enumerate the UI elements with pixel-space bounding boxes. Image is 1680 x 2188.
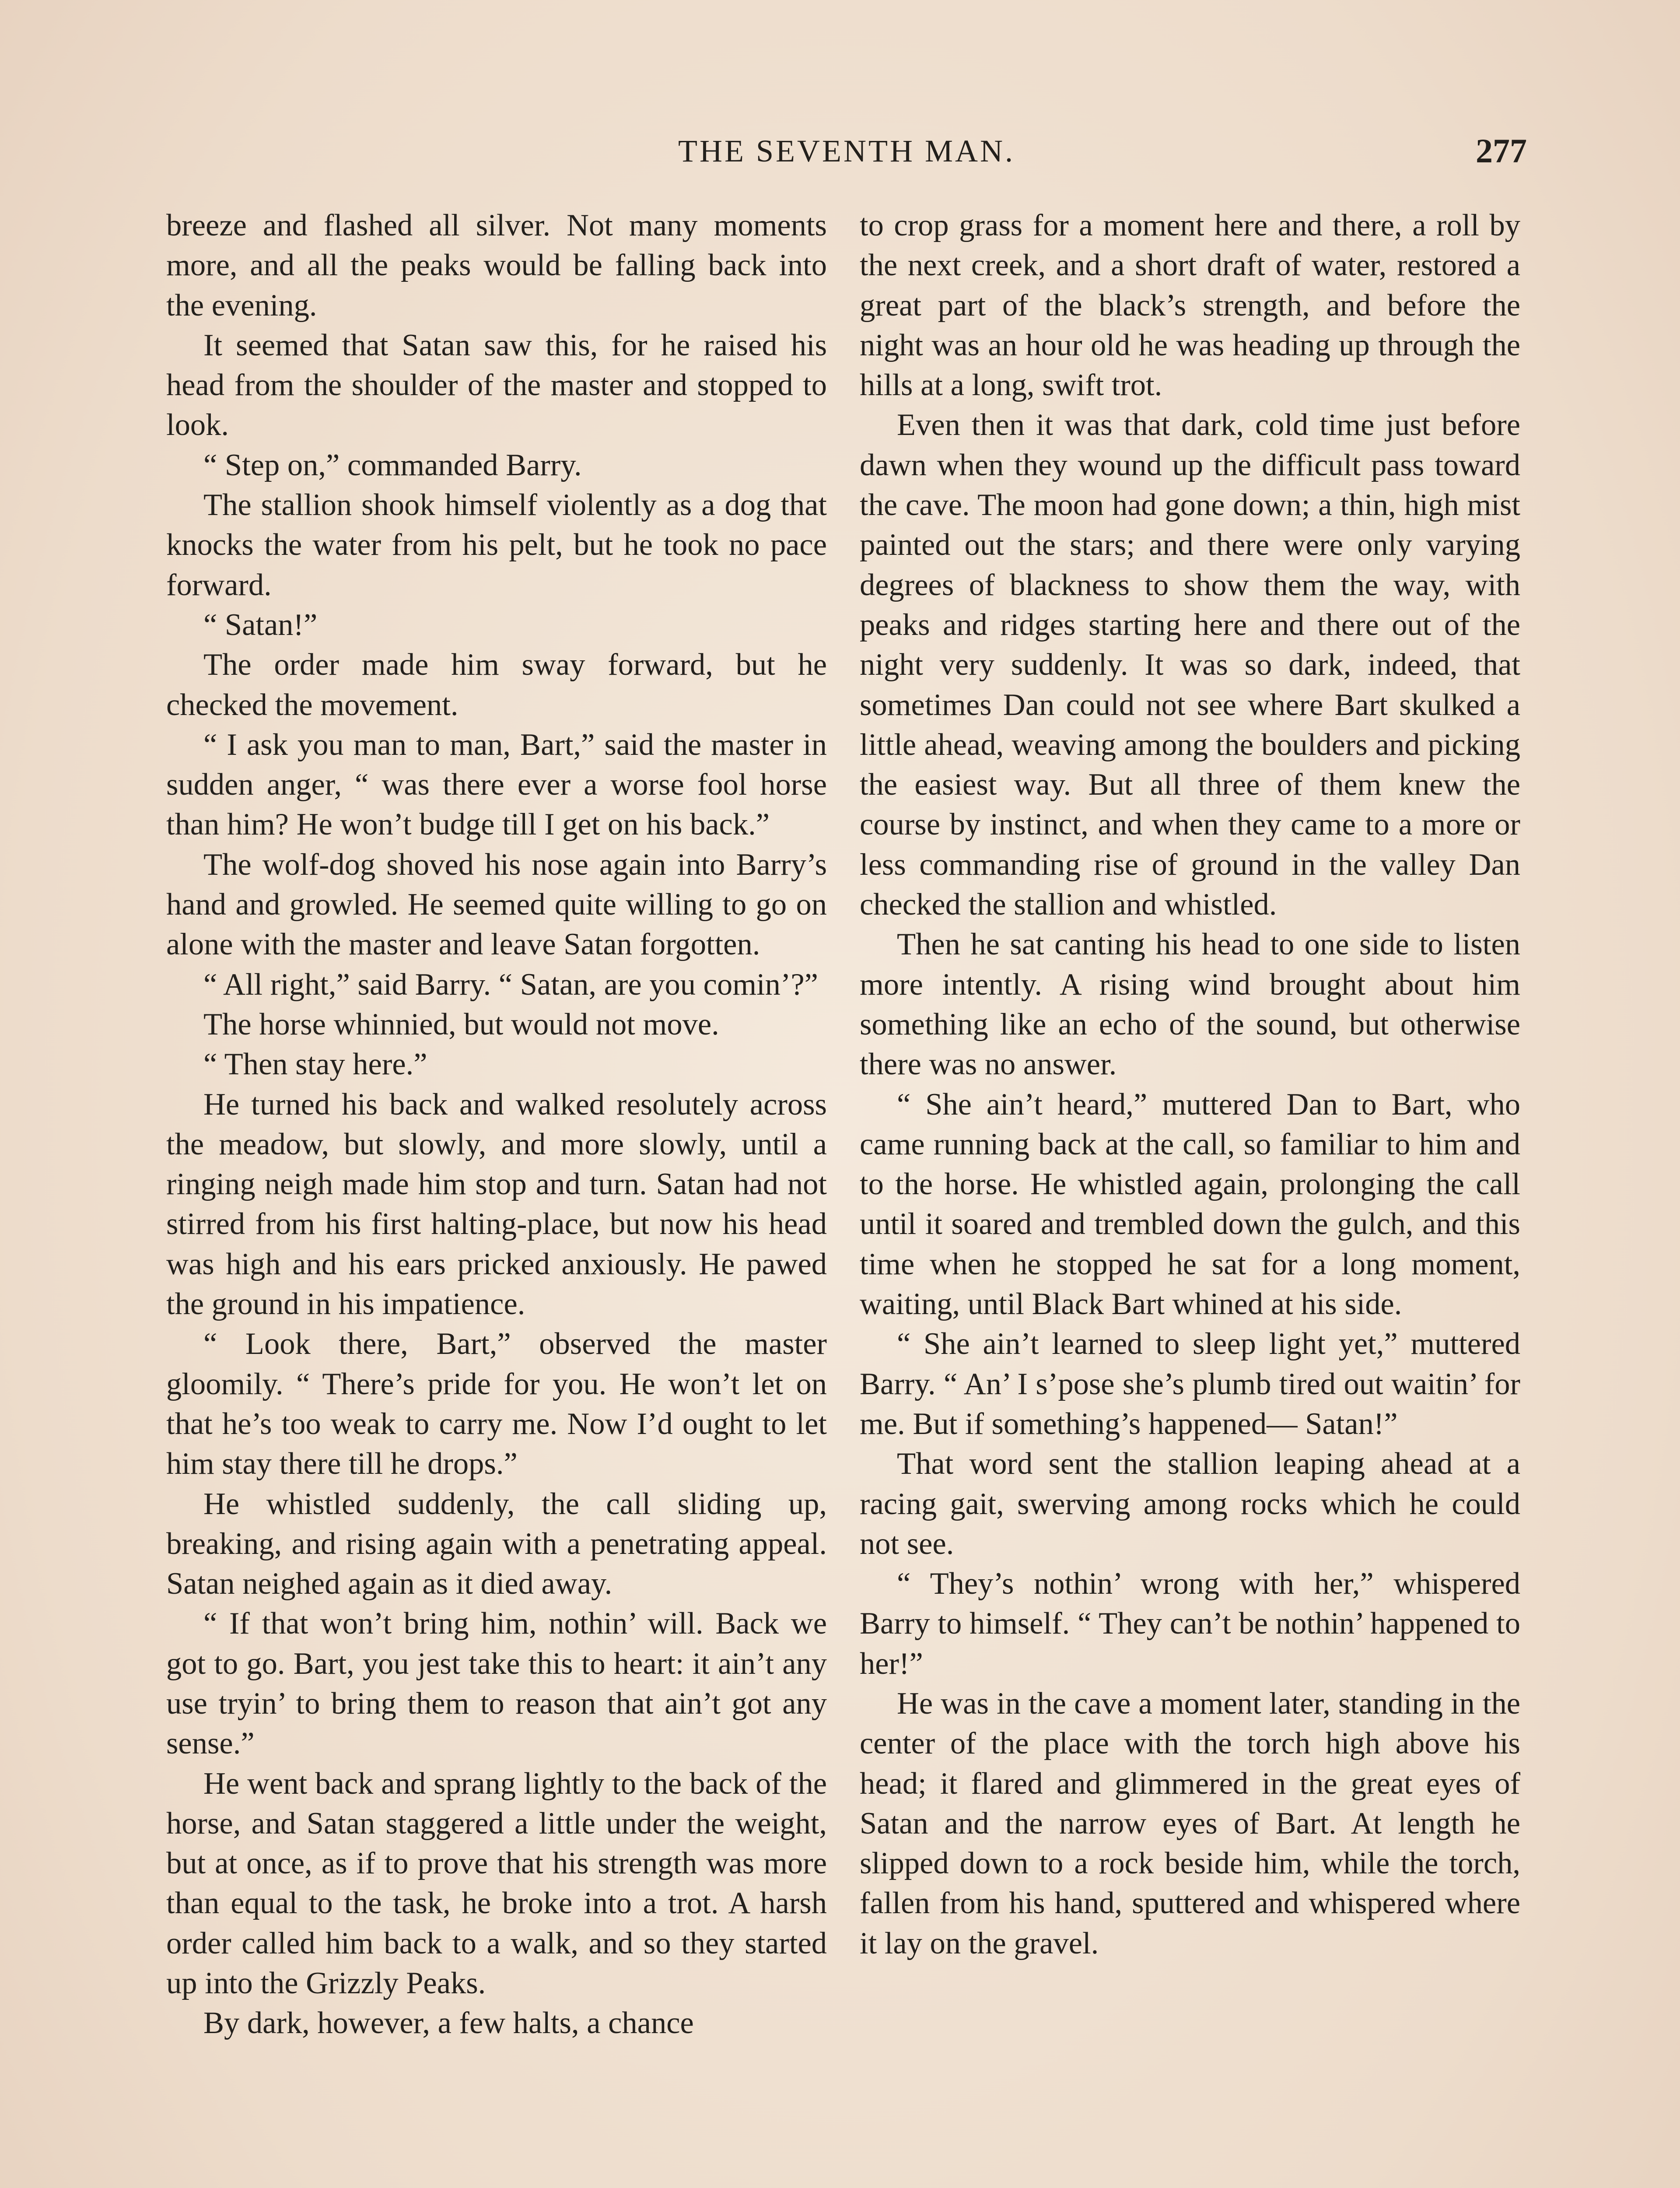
- paragraph: That word sent the stallion leaping ahead at a racing gait, swerving among rocks which he could not see.: [860, 1447, 1520, 1561]
- paragraph: The order made him sway forward, but he checked the movement.: [166, 648, 827, 722]
- paragraph: “ Then stay here.”: [203, 1047, 427, 1082]
- paragraph: “ Satan!”: [203, 607, 318, 642]
- running-title: THE SEVENTH MAN.: [678, 133, 1015, 168]
- right-column: [860, 206, 1520, 1964]
- paragraph: “ Look there, Bart,” observed the master gloomily. “ There’s pride for you. He won’t let on that he’s too weak to carry me. Now I’d ought to let him stay there till he drops.”: [166, 1327, 827, 1481]
- paragraph: Even then it was that dark, cold time just before dawn when they wound up the difficult pass toward the cave. The moon had gone down; a thin, high mist painted out the stars; and there were only varying degrees of blackness to show them the way, with peaks and ridges starting here and there out of the night very suddenly. It was so dark, indeed, that sometimes Dan could not see where Bart skulked a little ahead, weaving among the boulders and picking the easiest way. But all three of them knew the course by instinct, and when they came to a more or less commanding rise of ground in the valley Dan checked the stallion and whistled.: [860, 408, 1520, 922]
- paragraph: “ Step on,” commanded Barry.: [203, 448, 582, 482]
- paragraph: “ She ain’t heard,” muttered Dan to Bart, who came running back at the call, so familiar to him and to the horse. He whistled again, prolonging the call until it soared and trembled down the gulch, and this time when he stopped he sat for a long moment, waiting, until Black Bart whined at his side.: [860, 1087, 1520, 1322]
- page-number: 277: [1476, 132, 1527, 170]
- paragraph: “ She ain’t learned to sleep light yet,” muttered Barry. “ An’ I s’pose she’s plumb tired out waitin’ for me. But if something’s happened— Satan!”: [860, 1327, 1520, 1441]
- left-column: [166, 206, 827, 2044]
- paragraph: He went back and sprang lightly to the back of the horse, and Satan staggered a little under the weight, but at once, as if to prove that his strength was more than equal to the task, he broke into a trot. A harsh order called him back to a walk, and so they started up into the Grizzly Peaks.: [166, 1766, 827, 2001]
- paragraph: to crop grass for a moment here and there, a roll by the next creek, and a short draft of water, restored a great part of the black’s strength, and before the night was an hour old he was heading up through the hills at a long, swift trot.: [860, 208, 1520, 403]
- page-header: [166, 125, 1527, 177]
- paragraph: He whistled suddenly, the call sliding up, breaking, and rising again with a penetrating appeal. Satan neighed again as it died away.: [166, 1487, 827, 1601]
- paragraph: The horse whinnied, but would not move.: [203, 1007, 719, 1041]
- paragraph: “ If that won’t bring him, nothin’ will. Back we got to go. Bart, you jest take this to heart: it ain’t any use tryin’ to bring them to reason that ain’t got any sense.”: [166, 1606, 827, 1761]
- paragraph: The stallion shook himself violently as a dog that knocks the water from his pelt, but he took no pace forward.: [166, 488, 827, 602]
- paragraph: “ All right,” said Barry. “ Satan, are you comin’?”: [203, 967, 818, 1002]
- paragraph: It seemed that Satan saw this, for he raised his head from the shoulder of the master and stopped to look.: [166, 328, 827, 442]
- paragraph: By dark, however, a few halts, a chance: [203, 2006, 694, 2041]
- paragraph: Then he sat canting his head to one side to listen more intently. A rising wind brought about him something like an echo of the sound, but otherwise there was no answer.: [860, 927, 1520, 1082]
- paragraph: He was in the cave a moment later, standing in the center of the place with the torch high above his head; it flared and glimmered in the great eyes of Satan and the narrow eyes of Bart. At length he slipped down to a rock beside him, while the torch, fallen from his hand, sputtered and whispered where it lay on the gravel.: [860, 1686, 1520, 1960]
- paragraph: “ They’s nothin’ wrong with her,” whispered Barry to himself. “ They can’t be nothin’ happened to her!”: [860, 1567, 1520, 1681]
- paragraph: breeze and flashed all silver. Not many moments more, and all the peaks would be falling back into the evening.: [166, 208, 827, 323]
- paragraph: The wolf-dog shoved his nose again into Barry’s hand and growled. He seemed quite willing to go on alone with the master and leave Satan forgotten.: [166, 847, 827, 962]
- paragraph: He turned his back and walked resolutely across the meadow, but slowly, and more slowly, until a ringing neigh made him stop and turn. Satan had not stirred from his first halting-place, but now his head was high and his ears pricked anxiously. He pawed the ground in his impatience.: [166, 1087, 827, 1322]
- paragraph: “ I ask you man to man, Bart,” said the master in sudden anger, “ was there ever a worse fool horse than him? He won’t budge till I get on his back.”: [166, 727, 827, 842]
